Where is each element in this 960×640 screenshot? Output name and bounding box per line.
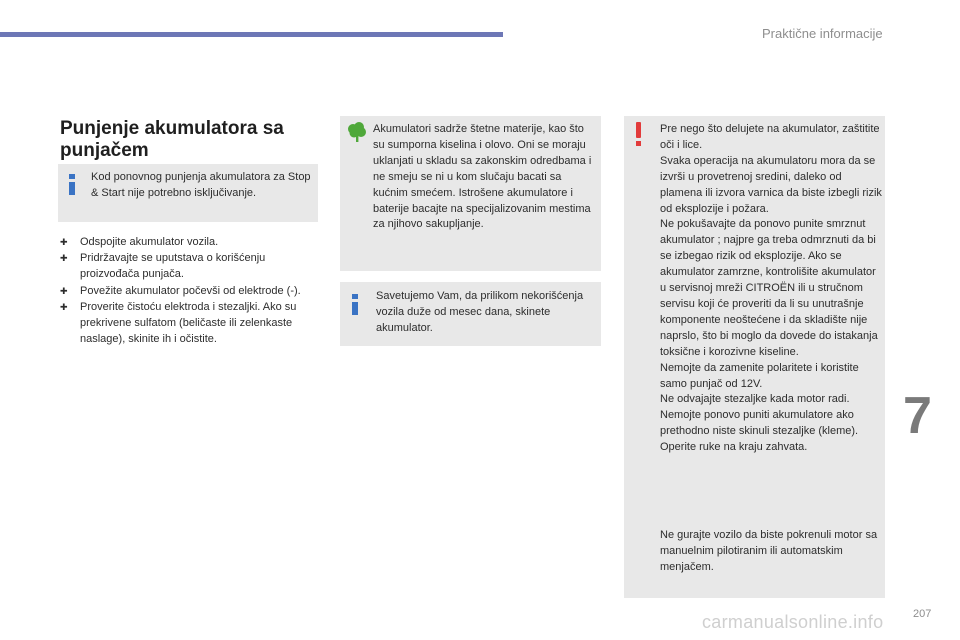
info-box-disconnect — [340, 282, 601, 346]
warning-line: Operite ruke na kraju zahvata. — [660, 441, 808, 454]
warning-text — [660, 122, 882, 456]
warning-line: Pre nego što delujete na akumulator, zaštitite oči i lice. — [660, 123, 880, 151]
checkbox-bullet-icon: ✚ — [60, 285, 68, 296]
watermark: carmanualsonline.info — [702, 612, 884, 632]
step-text: Povežite akumulator počevši od elektrode (-). — [80, 284, 301, 297]
header-accent-bar — [0, 32, 503, 37]
warning-line: Ne pokušavajte da ponovo punite smrznut akumulator ; najpre ga treba odmrznuti da bi se izbegao rizik od eksplozije. Ako se akumulator zamrzne, kontrolišite akumulator u servisnoj mreži CITROËN ili u stručnom servisu koji će proveriti da li su unutrašnje komponente neoštećene i da skladište nije naprslo, što bi moglo da dovede do istakanja toksične i korozivne kiseline. — [660, 218, 878, 358]
info-icon — [69, 174, 78, 194]
step-text: Proverite čistoću elektroda i stezaljki. Ako su prekrivene sulfatom (beličaste ili zelenkaste naslage), skinite ih i očistite. — [80, 300, 297, 346]
environment-note-box — [340, 116, 601, 271]
warning-line: Svaka operacija na akumulatoru mora da se izvrši u provetrenoj sredini, daleko od plamena ili izvora varnica da biste izbegli rizik od eksplozije i požara. — [660, 154, 882, 215]
chapter-number: 7 — [903, 387, 932, 445]
warning-line: Nemojte ponovo puniti akumulatore ako prethodno niste skinuli stezaljke (kleme). — [660, 409, 859, 438]
section-title: Praktične informacije — [762, 26, 883, 41]
list-item — [60, 234, 305, 250]
tree-icon — [346, 122, 368, 142]
checkbox-bullet-icon: ✚ — [60, 253, 68, 264]
info-box-text: Kod ponovnog punjenja akumulatora za Stop & Start nije potrebno isključivanje. — [91, 171, 311, 199]
info-box-stop-start — [58, 164, 318, 222]
warning-line: Nemojte da zamenite polaritete i koristite samo punjač od 12V. — [660, 361, 859, 390]
environment-note-text: Akumulatori sadrže štetne materije, kao što su sumporna kiselina i olovo. Oni se moraju uklanjati u skladu sa zakonskim odredbama i ne smeju se ni u kom slučaju bacati sa kućnim smećem. Istrošene akumulatore i baterije bacajte na specijalizovanim mestima za njihovo sakupljanje. — [373, 123, 592, 231]
warning-extra-text: Ne gurajte vozilo da biste pokrenuli motor sa manuelnim pilotiranim ili automatskim menjačem. — [660, 529, 878, 573]
warning-line: Ne odvajajte stezaljke kada motor radi. — [660, 393, 850, 406]
list-item — [60, 299, 305, 348]
step-text: Pridržavajte se uputstava o korišćenju proizvođača punjača. — [80, 252, 266, 281]
info-icon — [352, 294, 361, 314]
list-item — [60, 250, 305, 282]
list-item — [60, 283, 305, 299]
warning-box — [624, 116, 885, 598]
warning-icon — [634, 122, 644, 146]
checkbox-bullet-icon: ✚ — [60, 237, 68, 247]
steps-list — [60, 234, 305, 347]
page-title: Punjenje akumulatora sa punjačem — [60, 118, 284, 161]
info-box-text: Savetujemo Vam, da prilikom nekorišćenja vozila duže od mesec dana, skinete akumulator. — [376, 290, 584, 334]
step-text: Odspojite akumulator vozila. — [80, 236, 219, 248]
page-number: 207 — [913, 608, 932, 620]
checkbox-bullet-icon: ✚ — [60, 301, 68, 312]
